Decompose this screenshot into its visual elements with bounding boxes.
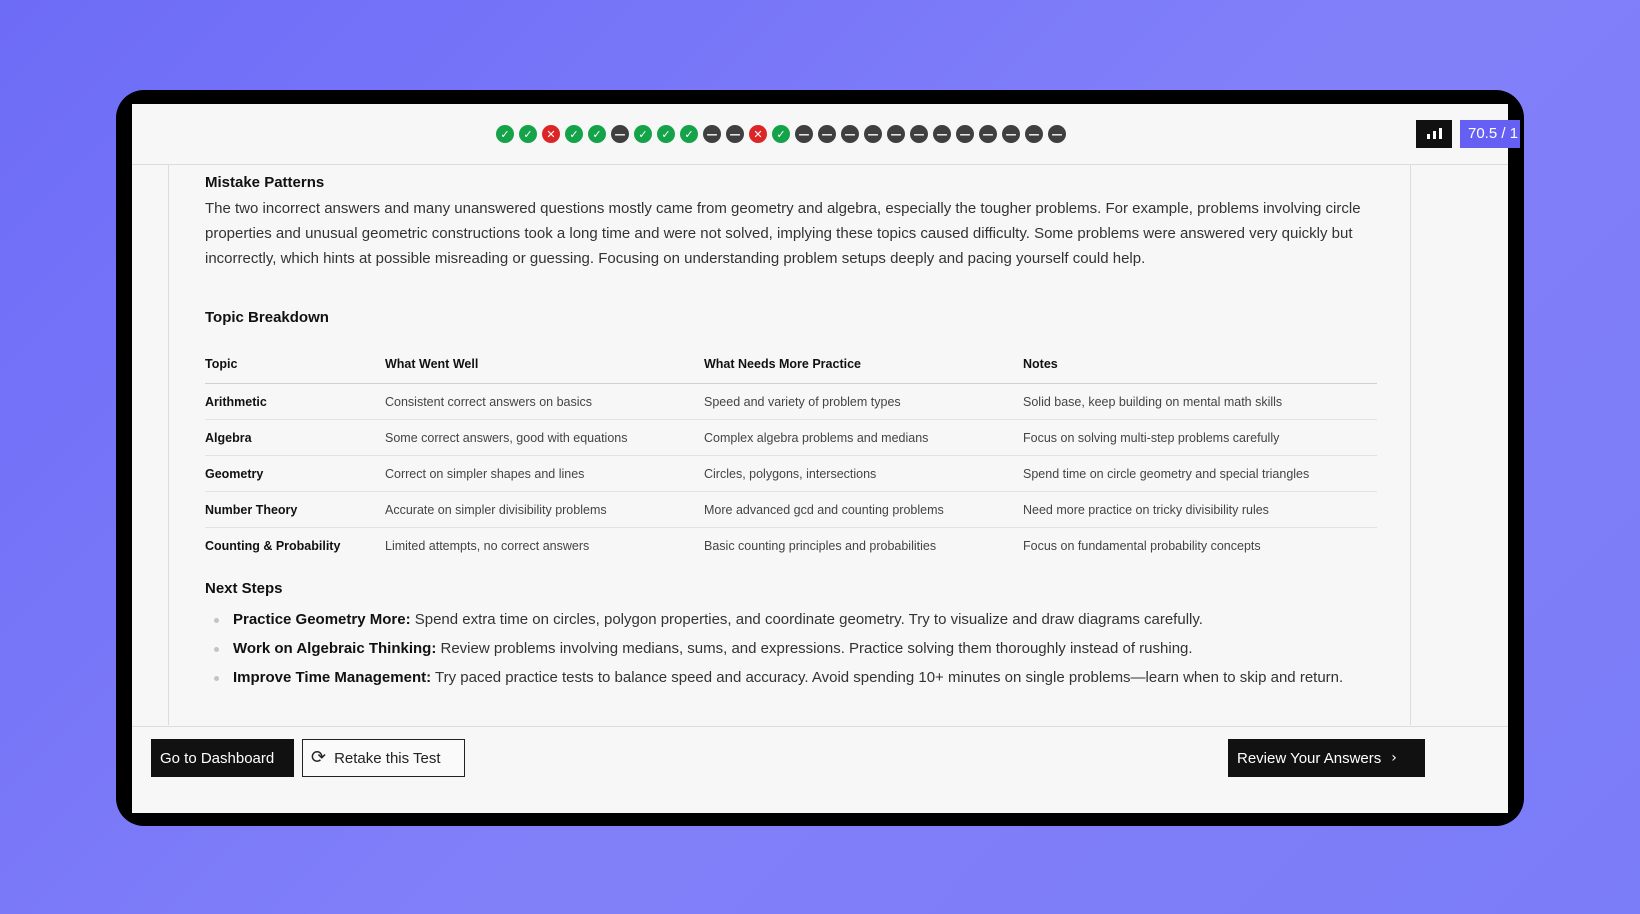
device-frame	[116, 90, 1524, 826]
bar-chart-icon-bar	[1433, 131, 1436, 139]
question-status-skipped-icon[interactable]: —	[933, 125, 951, 143]
table-cell: Circles, polygons, intersections	[704, 456, 1023, 492]
question-status-skipped-icon[interactable]: —	[1048, 125, 1066, 143]
list-item-text: Review problems involving medians, sums, and expressions. Practice solving them thoroughly instead of rushing.	[436, 640, 1193, 657]
table-cell: Basic counting principles and probabilities	[704, 538, 937, 553]
mistake-patterns-title: Mistake Patterns	[205, 174, 325, 191]
list-item-heading: Work on Algebraic Thinking:	[233, 640, 437, 657]
question-status-correct-icon[interactable]: ✓	[565, 125, 583, 143]
question-status-skipped-icon[interactable]: —	[956, 125, 974, 143]
list-item	[205, 607, 1385, 632]
next-steps-title: Next Steps	[205, 580, 283, 597]
table-row	[205, 492, 1377, 528]
question-status-wrong-icon[interactable]: ✕	[749, 125, 767, 143]
table-row	[205, 528, 1377, 564]
question-status-skipped-icon[interactable]: —	[1025, 125, 1043, 143]
table-cell: Arithmetic	[205, 384, 385, 420]
review-button-label: Review Your Answers	[1237, 749, 1382, 767]
question-status-skipped-icon[interactable]: —	[910, 125, 928, 143]
table-cell: Geometry	[205, 456, 385, 492]
question-status-skipped-icon[interactable]: —	[726, 125, 744, 143]
table-cell: Solid base, keep building on mental math skills	[1023, 384, 1377, 420]
chevron-right-icon: ›	[1391, 750, 1397, 766]
topic-table	[205, 345, 1377, 563]
question-status-wrong-icon[interactable]: ✕	[542, 125, 560, 143]
question-status-correct-icon[interactable]: ✓	[496, 125, 514, 143]
bottom-bar	[132, 726, 1508, 813]
table-cell: Limited attempts, no correct answers	[385, 538, 590, 553]
table-row	[205, 420, 1377, 456]
list-item	[205, 665, 1385, 690]
retake-button-label: Retake this Test	[334, 749, 441, 767]
list-item-heading: Practice Geometry More:	[233, 611, 411, 628]
question-status-skipped-icon[interactable]: —	[887, 125, 905, 143]
table-row	[205, 384, 1377, 420]
table-cell: Focus on solving multi-step problems carefully	[1023, 420, 1377, 456]
table-cell: Speed and variety of problem types	[704, 384, 1023, 420]
list-item-text: Spend extra time on circles, polygon properties, and coordinate geometry. Try to visualize and draw diagrams carefully.	[410, 611, 1203, 628]
question-status-correct-icon[interactable]: ✓	[657, 125, 675, 143]
top-bar	[132, 104, 1519, 165]
table-cell: More advanced gcd and counting problems	[704, 492, 1023, 528]
column-header: Topic	[205, 345, 385, 384]
question-status-correct-icon[interactable]: ✓	[519, 125, 537, 143]
table-cell: Counting & Probability	[205, 538, 341, 553]
table-cell: Focus on fundamental probability concepts	[1023, 538, 1261, 553]
table-cell: Consistent correct answers on basics	[385, 384, 704, 420]
table-cell: Algebra	[205, 420, 385, 456]
next-steps-list	[205, 607, 1385, 694]
score-badge: 70.5 / 1	[1460, 120, 1520, 148]
column-header: What Went Well	[385, 345, 704, 384]
review-answers-button[interactable]	[1228, 739, 1425, 777]
question-status-skipped-icon[interactable]: —	[818, 125, 836, 143]
question-status-skipped-icon[interactable]: —	[979, 125, 997, 143]
question-status-correct-icon[interactable]: ✓	[680, 125, 698, 143]
app-screen	[132, 104, 1519, 812]
question-status-correct-icon[interactable]: ✓	[634, 125, 652, 143]
results-content[interactable]	[168, 165, 1411, 725]
question-progress	[496, 125, 1066, 143]
dashboard-button-label: Go to Dashboard	[160, 749, 275, 767]
table-cell: Number Theory	[205, 492, 385, 528]
question-status-skipped-icon[interactable]: —	[1002, 125, 1020, 143]
mistake-patterns-text: The two incorrect answers and many unanswered questions mostly came from geometry and algebra, especially the tougher problems. For example, problems involving circle properties and unusual geometric constructions took a long time and were not solved, implying these topics caused difficulty. Some problems were answered very quickly but incorrectly, which hints at possible misreading or guessing. Focusing on understanding problem setups deeply and pacing yourself could help.	[205, 200, 1361, 267]
question-status-skipped-icon[interactable]: —	[841, 125, 859, 143]
question-status-skipped-icon[interactable]: —	[864, 125, 882, 143]
list-item-heading: Improve Time Management:	[233, 669, 432, 686]
topic-breakdown-title: Topic Breakdown	[205, 309, 329, 326]
table-cell: Some correct answers, good with equations	[385, 420, 704, 456]
stats-button[interactable]	[1416, 120, 1452, 148]
table-header-row	[205, 345, 1377, 384]
question-status-skipped-icon[interactable]: —	[611, 125, 629, 143]
retake-test-button[interactable]	[302, 739, 465, 777]
dashboard-button[interactable]	[151, 739, 294, 777]
table-cell: Accurate on simpler divisibility problems	[385, 492, 704, 528]
table-cell: Correct on simpler shapes and lines	[385, 456, 704, 492]
bar-chart-icon-bar	[1439, 128, 1442, 139]
list-item-text: Try paced practice tests to balance speed and accuracy. Avoid spending 10+ minutes on single problems—learn when to skip and return.	[431, 669, 1344, 686]
table-cell: Complex algebra problems and medians	[704, 420, 1023, 456]
table-cell: Need more practice on tricky divisibility rules	[1023, 492, 1377, 528]
list-item	[205, 636, 1385, 661]
question-status-skipped-icon[interactable]: —	[795, 125, 813, 143]
column-header: What Needs More Practice	[704, 345, 1023, 384]
bar-chart-icon	[1427, 134, 1430, 139]
question-status-skipped-icon[interactable]: —	[703, 125, 721, 143]
question-status-correct-icon[interactable]: ✓	[588, 125, 606, 143]
refresh-icon: ⟳	[311, 747, 327, 768]
table-row	[205, 456, 1377, 492]
table-cell: Spend time on circle geometry and special triangles	[1023, 456, 1377, 492]
column-header: Notes	[1023, 345, 1377, 384]
question-status-correct-icon[interactable]: ✓	[772, 125, 790, 143]
